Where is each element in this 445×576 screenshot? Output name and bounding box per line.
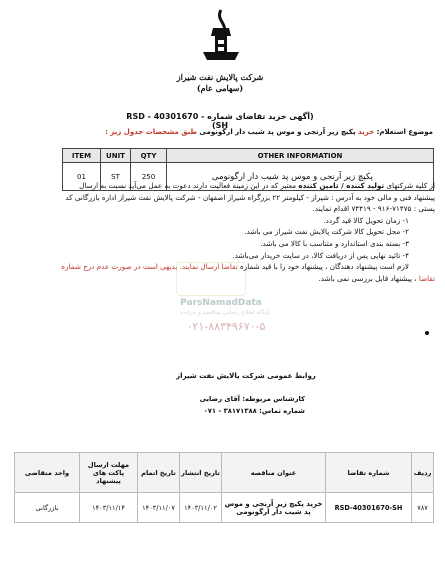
- col-item: ITEM: [63, 149, 101, 163]
- col-request-no: شماره تقاضا: [326, 453, 412, 493]
- note-2b: ، پیشنهاد قابل بررسی نمی باشد.: [318, 273, 419, 283]
- condition-4: ۴- تائید نهایی پس از دریافت کالا، در سایت خریدار می‌باشد.: [232, 250, 409, 260]
- cell-request-no: RSD-40301670-SH: [326, 493, 412, 523]
- subject-tail: طبق مشخصات جدول زیر :: [105, 128, 197, 136]
- col-deadline: مهلت ارسال پاکت های پیشنهاد: [80, 453, 138, 493]
- cell-publish-date: ۱۴۰۳/۱۱/۰۲: [180, 493, 222, 523]
- watermark-line: پایگاه اطلاع رسانی مناقصه و مزایده: [179, 309, 271, 316]
- contact-info: [105, 394, 305, 417]
- body-p1c: معتبر که در این زمینه فعالیت دارند دعوت به عمل می‌آید نسبت به ارسال: [79, 181, 299, 190]
- col-end-date: تاریخ اتمام: [138, 453, 180, 493]
- watermark-logo-icon: [176, 262, 246, 296]
- cell-row: ۷۸۷: [412, 493, 434, 523]
- note-2a: تقاضا: [418, 273, 435, 283]
- col-qty: QTY: [131, 149, 167, 163]
- company-name: شرکت پالایش نفت شیراز: [176, 72, 264, 82]
- listing-table-header: [15, 453, 434, 493]
- condition-3: ۳- بسته بندی استاندارد و متناسب با کالا می باشد.: [260, 238, 409, 248]
- body-line: پیشنهاد فنی و مالی خود به آدرس : شیراز - کیلومتر ۲۲ بزرگراه شیراز اصفهان - شرکت پالایش نفت شیراز اداره بازرگانی کد: [65, 192, 435, 202]
- public-relations: روابط عمومی شرکت پالایش نفت شیراز: [176, 372, 316, 380]
- body-line: [7, 180, 435, 192]
- col-info: OTHER INFORMATION: [167, 149, 434, 163]
- contact-phone: شماره تماس: ۳۸۱۷۱۳۸۸ - ۰۷۱: [203, 406, 305, 415]
- cell-end-date: ۱۴۰۳/۱۱/۰۷: [138, 493, 180, 523]
- items-table-header: [63, 149, 434, 163]
- listing-table: [14, 452, 434, 523]
- subject-line: [13, 128, 433, 136]
- col-row: ردیف: [412, 453, 434, 493]
- contact-expert: کارشناس مربوطه: آقای رضایی: [199, 395, 305, 403]
- subject-kind: خرید: [358, 128, 375, 136]
- cell-unit: ST: [101, 163, 131, 191]
- subject-text: پکیچ زیر آرنجی و موس پد شیب دار ارگونومی: [196, 128, 356, 136]
- watermark-name: ParsNamadData: [180, 298, 262, 308]
- note-1a: لازم است پیشنهاد دهندگان ، پیشنهاد خود را با قید شماره: [237, 262, 409, 272]
- ad-title: (آگهی خرید تقاضای شماره RSD - 40301670 - SH): [126, 112, 314, 130]
- watermark-phone: ۰۲۱-۸۸۳۴۹۶۷۰-۵: [186, 320, 266, 333]
- table-row: [15, 493, 434, 523]
- cell-item: 01: [63, 163, 101, 191]
- note-1b: تقاضا ارسال نمایند. بدیهی است در صورت عدم درج شماره: [61, 262, 238, 272]
- cell-qty: 250: [131, 163, 167, 191]
- cell-unit: بازرگانی: [15, 493, 80, 523]
- company-logo-name: [150, 72, 290, 94]
- body-p1a: از کلیه شرکتهای: [384, 181, 435, 190]
- col-unit: UNIT: [101, 149, 131, 163]
- refinery-tower-logo-icon: [195, 6, 247, 76]
- condition-2: ۲- محل تحویل کالا شرکت پالایش نفت شیراز می باشد.: [244, 227, 409, 237]
- cell-deadline: ۱۴۰۳/۱۱/۱۴: [80, 493, 138, 523]
- body-p1b: تولید کننده / تامین کننده: [298, 181, 385, 190]
- company-type: (سهامی عام): [196, 83, 244, 93]
- cell-title: خرید پکیچ زیر آرنجی و موس پد شیب دار ارگونومی: [222, 493, 326, 523]
- col-publish-date: تاریخ انتشار: [180, 453, 222, 493]
- body-line: پستی : ۷۱۴۷۵-۹۱۶ - ۷۴۴۱۹ اقدام نمایند.: [312, 204, 435, 214]
- col-title: عنوان مناقصه: [222, 453, 326, 493]
- condition-1: ۱- زمان تحویل کالا قید گردد.: [323, 215, 409, 225]
- subject-label: موضوع استعلام:: [376, 128, 433, 136]
- bullet-dot-icon: [425, 331, 429, 335]
- col-unit: واحد متقاضی: [15, 453, 80, 493]
- cell-info: پکیچ زیر آرنجی و موس پد شیب دار ارگونومی: [167, 163, 434, 191]
